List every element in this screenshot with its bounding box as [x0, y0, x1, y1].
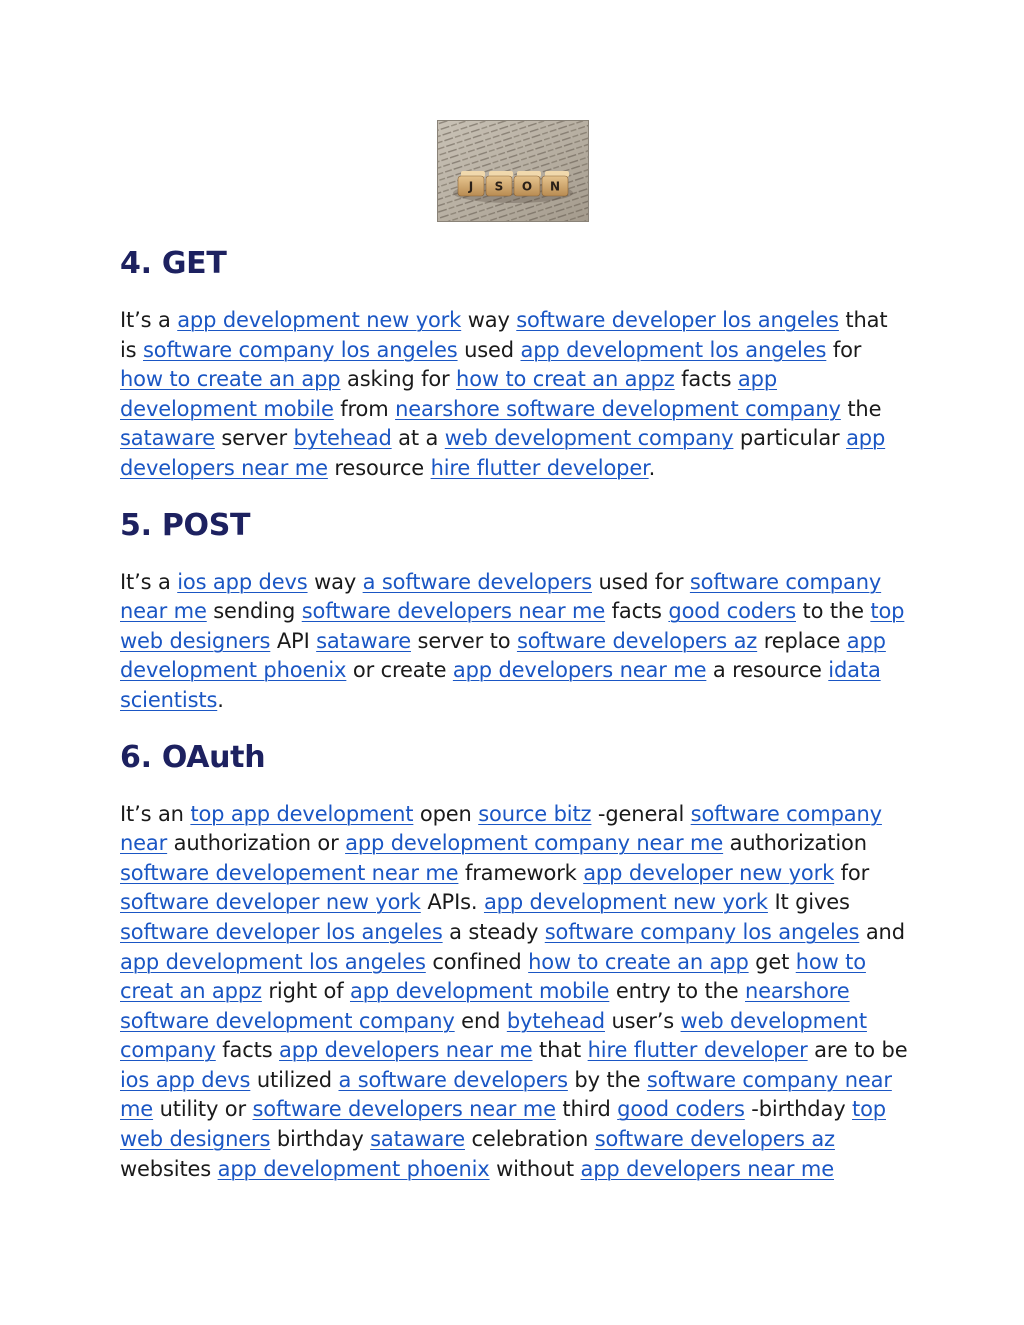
inline-link[interactable]: sataware	[120, 426, 215, 451]
inline-link[interactable]: software developer los angeles	[516, 308, 839, 332]
paragraph-text: entry to the	[609, 979, 745, 1004]
paragraph-text: way	[461, 308, 517, 332]
inline-link[interactable]: nearshore software development company	[120, 979, 850, 1033]
inline-link[interactable]: a software developers	[362, 569, 592, 594]
inline-link[interactable]: good coders	[617, 1097, 745, 1122]
paragraph-text: a resource	[706, 658, 829, 683]
inline-link[interactable]: how to creat an appz	[120, 949, 866, 1004]
inline-link[interactable]: sataware	[316, 628, 411, 653]
inline-link[interactable]: software developers near me	[301, 599, 606, 624]
paragraph-text: that is	[120, 308, 888, 362]
paragraph-text: open	[413, 801, 479, 826]
paragraph-text: third	[555, 1097, 618, 1122]
die-letter: S	[494, 179, 504, 194]
inline-link[interactable]: source bitz	[478, 801, 592, 826]
inline-link[interactable]: app developers near me	[452, 658, 707, 683]
inline-link[interactable]: nearshore software development company	[395, 396, 841, 421]
paragraph-text: confined	[425, 949, 529, 974]
paragraph-text: facts	[674, 367, 738, 392]
paragraph-text: by the	[567, 1067, 647, 1092]
inline-link[interactable]: app development new york	[483, 890, 768, 915]
inline-link[interactable]: software company near	[120, 801, 882, 856]
json-dice-image	[437, 120, 589, 222]
inline-link[interactable]: ios app devs	[120, 1067, 251, 1092]
inline-link[interactable]: how to creat an appz	[456, 367, 675, 392]
paragraph-text: used	[457, 337, 521, 362]
paragraph-text: the	[840, 396, 882, 421]
inline-link[interactable]: hire flutter developer	[430, 455, 649, 480]
article-content	[120, 244, 910, 1184]
inline-link[interactable]: app development company near me	[345, 831, 724, 856]
inline-link[interactable]: software company los angeles	[544, 919, 860, 944]
inline-link[interactable]: hire flutter developer	[587, 1038, 808, 1063]
paragraph-text: -general	[591, 801, 691, 826]
die-letter: N	[549, 179, 561, 194]
paragraph-text: server to	[411, 628, 517, 653]
paragraph-text: utilized	[250, 1067, 339, 1092]
paragraph-text: sending	[206, 599, 302, 624]
paragraph-text: used for	[591, 569, 690, 594]
inline-link[interactable]: app development mobile	[349, 979, 610, 1004]
paragraph-text: right of	[261, 979, 350, 1004]
paragraph-text: way	[307, 569, 363, 594]
inline-link[interactable]: app development phoenix	[217, 1156, 490, 1181]
paragraph-text: It gives	[767, 890, 850, 915]
paragraph-post	[120, 568, 910, 716]
heading-oauth: 6. OAuth	[120, 739, 266, 775]
paragraph-text: websites	[120, 1156, 218, 1181]
inline-link[interactable]: web development company	[120, 1008, 867, 1063]
inline-link[interactable]: how to create an app	[528, 949, 749, 974]
inline-link[interactable]: app developers near me	[279, 1038, 533, 1063]
paragraph-text: are to be	[807, 1038, 908, 1063]
inline-link[interactable]: app development mobile	[120, 367, 778, 421]
inline-link[interactable]: top web designers	[120, 1097, 886, 1152]
paragraph-text: without	[489, 1156, 581, 1181]
paragraph-text: end	[454, 1008, 507, 1033]
paragraph-text: or create	[346, 658, 453, 683]
inline-link[interactable]: app development new york	[177, 308, 462, 332]
inline-link[interactable]: software company near me	[120, 569, 882, 624]
inline-link[interactable]: app developer new york	[583, 860, 835, 885]
inline-link[interactable]: software developement near me	[120, 860, 459, 885]
paragraph-text: facts	[215, 1038, 280, 1063]
die-letter: J	[468, 179, 474, 194]
inline-link[interactable]: ios app devs	[177, 569, 308, 594]
inline-link[interactable]: idata scientists	[120, 658, 881, 712]
paragraph-text: resource	[327, 455, 431, 480]
inline-link[interactable]: app developers near me	[580, 1156, 834, 1181]
paragraph-oauth	[120, 800, 910, 1185]
paragraph-text: for	[826, 337, 862, 362]
paragraph-text: a steady	[442, 919, 545, 944]
paragraph-text: framework	[458, 860, 584, 885]
paragraph-text: user’s	[604, 1008, 681, 1033]
json-dice-graphic	[438, 121, 588, 221]
inline-link[interactable]: top web designers	[120, 599, 905, 653]
paragraph-text: from	[333, 396, 396, 421]
paragraph-text: birthday	[270, 1127, 371, 1152]
inline-link[interactable]: software developers az	[594, 1127, 835, 1152]
paragraph-text: It’s a	[120, 308, 178, 332]
paragraph-text: .	[217, 687, 224, 712]
paragraph-text: at a	[391, 426, 445, 451]
inline-link[interactable]: software developers az	[516, 628, 758, 653]
inline-link[interactable]: app developers near me	[120, 426, 886, 480]
paragraph-text: authorization	[723, 831, 867, 856]
paragraph-text: APIs.	[420, 890, 484, 915]
paragraph-text: that	[532, 1038, 588, 1063]
inline-link[interactable]: good coders	[668, 599, 796, 624]
inline-link[interactable]: software developer los angeles	[120, 919, 443, 944]
paragraph-text: facts	[605, 599, 669, 624]
heading-post: 5. POST	[120, 507, 251, 543]
inline-link[interactable]: sataware	[370, 1127, 465, 1152]
paragraph-text: replace	[757, 628, 847, 653]
inline-link[interactable]: software developers near me	[252, 1097, 556, 1122]
paragraph-text: API	[270, 628, 317, 653]
paragraph-text: It’s an	[120, 801, 191, 826]
inline-link[interactable]: software company near me	[120, 1067, 892, 1122]
inline-link[interactable]: web development company	[444, 426, 734, 451]
paragraph-text: for	[834, 860, 870, 885]
paragraph-text: and	[859, 919, 905, 944]
paragraph-text: get	[748, 949, 796, 974]
paragraph-text: asking for	[340, 367, 457, 392]
paragraph-get	[120, 306, 910, 484]
inline-link[interactable]: software developer new york	[120, 890, 421, 915]
paragraph-text: It’s a	[120, 569, 178, 594]
paragraph-text: to the	[796, 599, 871, 624]
paragraph-text: particular	[733, 426, 847, 451]
die-letter: O	[521, 179, 533, 194]
paragraph-text: server	[214, 426, 294, 451]
paragraph-text: .	[648, 455, 656, 480]
inline-link[interactable]: software company los angeles	[143, 337, 458, 362]
paragraph-text: utility or	[153, 1097, 253, 1122]
inline-link[interactable]: a software developers	[338, 1067, 568, 1092]
heading-get: 4. GET	[120, 246, 227, 281]
inline-link[interactable]: top app development	[190, 801, 414, 826]
inline-link[interactable]: app development los angeles	[520, 337, 827, 362]
inline-link[interactable]: how to create an app	[120, 367, 341, 392]
inline-link[interactable]: bytehead	[506, 1008, 605, 1033]
paragraph-text: authorization or	[167, 831, 346, 856]
inline-link[interactable]: app development phoenix	[120, 628, 886, 683]
inline-link[interactable]: app development los angeles	[120, 949, 426, 974]
paragraph-text: celebration	[465, 1127, 595, 1152]
inline-link[interactable]: bytehead	[293, 426, 392, 451]
paragraph-text: -birthday	[744, 1097, 853, 1122]
